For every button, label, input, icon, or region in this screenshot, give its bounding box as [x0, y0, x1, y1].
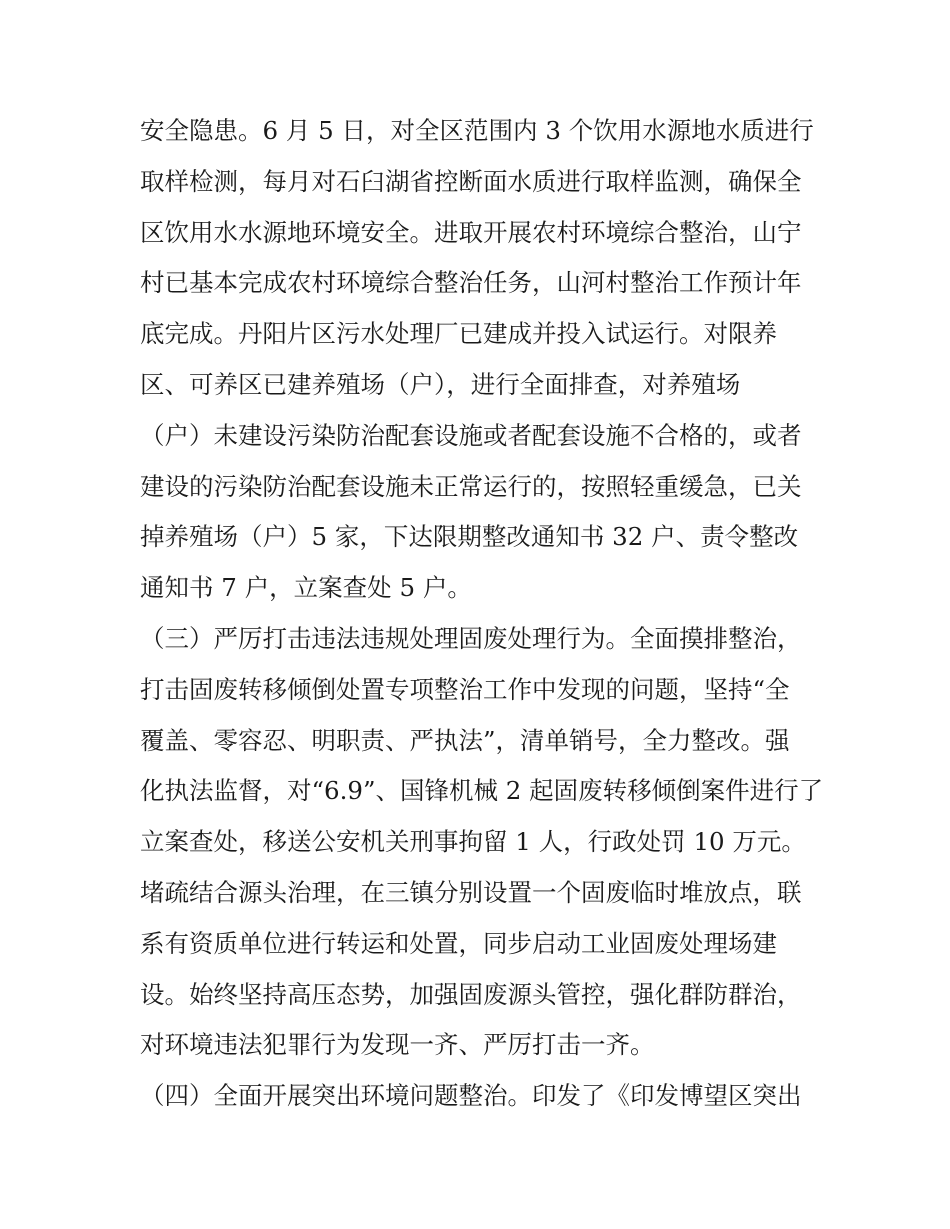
- text-line: （户）未建设污染防治配套设施或者配套设施不合格的，或者: [140, 420, 802, 450]
- text-line: 设。始终坚持高压态势，加强固废源头管控，强化群防群治，: [140, 979, 802, 1009]
- text-line: 区饮用水水源地环境安全。进取开展农村环境综合整治，山宁: [140, 217, 802, 247]
- text-line: 村已基本完成农村环境综合整治任务，山河村整治工作预计年: [140, 268, 802, 298]
- section-heading-line: （三）严厉打击违法违规处理固废处理行为。全面摸排整治，: [140, 623, 802, 653]
- text-line: 堵疏结合源头治理，在三镇分别设置一个固废临时堆放点，联: [140, 877, 802, 907]
- text-line: 化执法监督，对“6.9”、国锋机械 2 起固废转移倾倒案件进行了: [140, 776, 824, 806]
- text-line: 覆盖、零容忍、明职责、严执法”，清单销号，全力整改。强: [140, 725, 790, 755]
- text-line: 打击固废转移倾倒处置专项整治工作中发现的问题，坚持“全: [140, 674, 790, 704]
- text-line: 对环境违法犯罪行为发现一齐、严厉打击一齐。: [140, 1030, 655, 1060]
- text-line: 区、可养区已建养殖场（户），进行全面排查，对养殖场: [140, 369, 741, 399]
- document-body: [140, 106, 830, 1122]
- text-line: 系有资质单位进行转运和处置，同步启动工业固废处理场建: [140, 928, 777, 958]
- text-line: 立案查处，移送公安机关刑事拘留 1 人，行政处罚 10 万元。: [140, 827, 806, 857]
- section-heading-line: （四）全面开展突出环境问题整治。印发了《印发博望区突出: [140, 1081, 802, 1111]
- text-line: 安全隐患。6 月 5 日，对全区范围内 3 个饮用水源地水质进行: [140, 116, 814, 145]
- text-line: 通知书 7 户，立案查处 5 户。: [140, 573, 472, 603]
- text-line: 掉养殖场（户）5 家，下达限期整改通知书 32 户、责令整改: [140, 522, 799, 552]
- text-line: 建设的污染防治配套设施未正常运行的，按照轻重缓急，已关: [140, 471, 802, 501]
- text-line: 取样检测，每月对石臼湖省控断面水质进行取样监测，确保全: [140, 166, 802, 196]
- text-line: 底完成。丹阳片区污水处理厂已建成并投入试运行。对限养: [140, 319, 777, 349]
